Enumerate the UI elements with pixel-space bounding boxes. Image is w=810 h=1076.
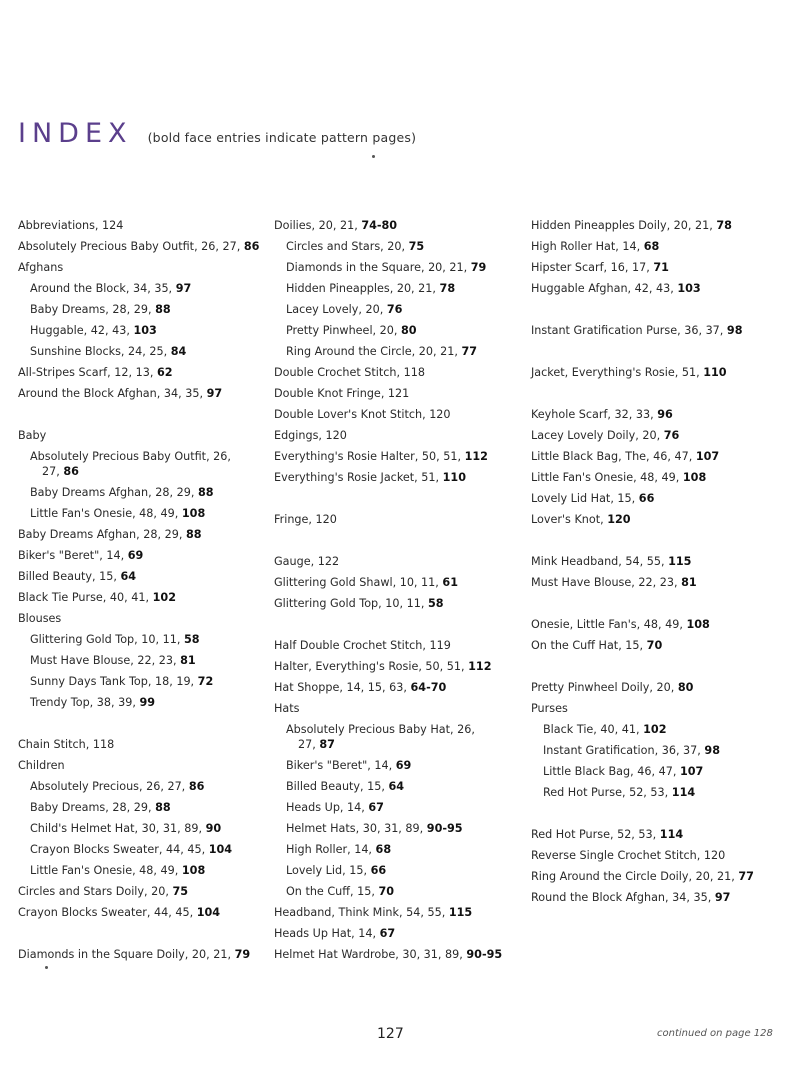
index-title: INDEX (18, 118, 133, 149)
pattern-page-number: 76 (663, 429, 680, 442)
index-subentry (18, 482, 266, 503)
index-entry (18, 566, 266, 587)
entry-text: Baby Dreams, 28, 29, (30, 801, 156, 814)
index-entry (274, 902, 522, 923)
pattern-page-number: 104 (196, 906, 221, 919)
index-entry (18, 257, 266, 278)
index-entry (18, 545, 266, 566)
pattern-page-number: 68 (643, 240, 660, 253)
entry-text: Sunny Days Tank Top, 18, 19, (30, 675, 198, 688)
entry-text: Halter, Everything's Rosie, 50, 51, (274, 660, 469, 673)
entry-text: Baby Dreams Afghan, 28, 29, (30, 486, 198, 499)
index-entry (18, 608, 266, 629)
section-gap (531, 593, 793, 614)
index-subentry (18, 692, 266, 713)
entry-text: Red Hot Purse, 52, 53, (531, 828, 660, 841)
entry-text: Lovely Lid, 15, (286, 864, 371, 877)
entry-text: Little Black Bag, 46, 47, (543, 765, 680, 778)
index-entry (531, 887, 793, 908)
pattern-page-number: 77 (461, 345, 478, 358)
index-subentry (274, 278, 522, 299)
index-entry (274, 404, 522, 425)
index-entry (18, 587, 266, 608)
entry-text: Edgings, 120 (274, 429, 347, 442)
pattern-page-number: 58 (183, 633, 200, 646)
entry-continuation (30, 464, 266, 479)
index-subentry (18, 818, 266, 839)
index-entry (18, 944, 266, 965)
entry-text: Headband, Think Mink, 54, 55, (274, 906, 449, 919)
pattern-page-number: 72 (197, 675, 214, 688)
entry-text: Absolutely Precious, 26, 27, (30, 780, 189, 793)
entry-text: High Roller, 14, (286, 843, 376, 856)
entry-text: Reverse Single Crochet Stitch, 120 (531, 849, 726, 862)
index-subtitle: (bold face entries indicate pattern pages) (147, 130, 417, 145)
pattern-page-number: 120 (607, 513, 631, 526)
pattern-page-number: 103 (677, 282, 701, 295)
entry-text: Little Fan's Onesie, 48, 49, (531, 471, 683, 484)
pattern-page-number: 67 (379, 927, 396, 940)
pattern-page-number: 97 (714, 891, 731, 904)
index-subentry (274, 881, 522, 902)
index-subentry (274, 818, 522, 839)
pattern-page-number: 88 (197, 486, 214, 499)
entry-text-continued: 27, (298, 738, 320, 751)
pattern-page-number: 90 (205, 822, 222, 835)
pattern-page-number: 81 (180, 654, 196, 667)
index-subentry (18, 839, 266, 860)
index-entry (18, 425, 266, 446)
index-entry (531, 446, 793, 467)
pattern-page-number: 90-95 (426, 822, 463, 835)
pattern-page-number: 84 (170, 345, 187, 358)
index-entry (274, 383, 522, 404)
index-subentry (274, 719, 522, 755)
index-column-3 (531, 215, 793, 908)
pattern-page-number: 79 (234, 948, 251, 961)
index-column-2 (274, 215, 522, 965)
entry-text: On the Cuff, 15, (286, 885, 379, 898)
entry-text: Hats (274, 702, 300, 715)
entry-text: Absolutely Precious Baby Outfit, 26, 27, (18, 240, 244, 253)
index-entry (18, 902, 266, 923)
index-entry (531, 425, 793, 446)
entry-text: All-Stripes Scarf, 12, 13, (18, 366, 157, 379)
entry-text: Little Fan's Onesie, 48, 49, (30, 864, 182, 877)
pattern-page-number: 115 (448, 906, 473, 919)
index-entry (274, 923, 522, 944)
index-entry (531, 320, 793, 341)
pattern-page-number: 66 (638, 492, 655, 505)
index-entry (274, 944, 522, 965)
index-subentry (274, 797, 522, 818)
entry-text: Instant Gratification Purse, 36, 37, (531, 324, 727, 337)
entry-text: Half Double Crochet Stitch, 119 (274, 639, 451, 652)
entry-text: Circles and Stars Doily, 20, (18, 885, 173, 898)
section-gap (18, 713, 266, 734)
pattern-page-number: 70 (378, 885, 395, 898)
entry-text: Helmet Hats, 30, 31, 89, (286, 822, 427, 835)
pattern-page-number: 69 (395, 759, 412, 772)
speck (372, 155, 375, 158)
pattern-page-number: 107 (679, 765, 704, 778)
pattern-page-number: 110 (442, 471, 466, 484)
pattern-page-number: 75 (408, 240, 425, 253)
entry-text: Purses (531, 702, 568, 715)
index-entry (274, 467, 522, 488)
entry-text: Everything's Rosie Jacket, 51, (274, 471, 443, 484)
index-entry (531, 866, 793, 887)
entry-text: Chain Stitch, 118 (18, 738, 115, 751)
pattern-page-number: 74-80 (361, 219, 398, 232)
index-subentry (18, 629, 266, 650)
pattern-page-number: 76 (386, 303, 403, 316)
pattern-page-number: 78 (716, 219, 732, 232)
entry-text: High Roller Hat, 14, (531, 240, 644, 253)
section-gap (531, 803, 793, 824)
entry-text: Everything's Rosie Halter, 50, 51, (274, 450, 465, 463)
pattern-page-number: 68 (375, 843, 392, 856)
pattern-page-number: 87 (319, 738, 335, 751)
index-entry (531, 677, 793, 698)
pattern-page-number: 77 (738, 870, 754, 883)
section-gap (531, 383, 793, 404)
entry-text: On the Cuff Hat, 15, (531, 639, 647, 652)
entry-text: Double Knot Fringe, 121 (274, 387, 410, 400)
pattern-page-number: 88 (155, 303, 171, 316)
index-subentry (274, 320, 522, 341)
pattern-page-number: 112 (464, 450, 488, 463)
entry-text: Billed Beauty, 15, (18, 570, 121, 583)
entry-text: Red Hot Purse, 52, 53, (543, 786, 672, 799)
index-entry (18, 215, 266, 236)
index-entry (531, 824, 793, 845)
entry-text: Hidden Pineapples, 20, 21, (286, 282, 440, 295)
entry-text: Heads Up, 14, (286, 801, 369, 814)
pattern-page-number: 71 (653, 261, 669, 274)
index-entry (274, 635, 522, 656)
index-subentry (274, 299, 522, 320)
entry-text: Baby Dreams, 28, 29, (30, 303, 156, 316)
pattern-page-number: 66 (370, 864, 387, 877)
entry-text: Huggable Afghan, 42, 43, (531, 282, 678, 295)
pattern-page-number: 108 (181, 507, 206, 520)
entry-text: Diamonds in the Square, 20, 21, (286, 261, 471, 274)
pattern-page-number: 64 (120, 570, 137, 583)
index-entry (531, 509, 793, 530)
index-entry (274, 572, 522, 593)
section-gap (18, 923, 266, 944)
entry-text: Glittering Gold Top, 10, 11, (274, 597, 428, 610)
entry-text: Around the Block Afghan, 34, 35, (18, 387, 207, 400)
index-subentry (274, 776, 522, 797)
pattern-page-number: 103 (133, 324, 157, 337)
index-entry (531, 488, 793, 509)
pattern-page-number: 112 (468, 660, 492, 673)
pattern-page-number: 110 (703, 366, 727, 379)
pattern-page-number: 96 (657, 408, 673, 421)
continued-note: continued on page 128 (657, 1028, 773, 1039)
index-subentry (18, 671, 266, 692)
index-subentry (531, 761, 793, 782)
entry-text: Diamonds in the Square Doily, 20, 21, (18, 948, 235, 961)
entry-text: Instant Gratification, 36, 37, (543, 744, 705, 757)
section-gap (274, 530, 522, 551)
index-subentry (18, 299, 266, 320)
index-entry (274, 698, 522, 719)
entry-text: Double Lover's Knot Stitch, 120 (274, 408, 451, 421)
entry-text: Fringe, 120 (274, 513, 337, 526)
index-entry (274, 593, 522, 614)
entry-text: Glittering Gold Shawl, 10, 11, (274, 576, 443, 589)
index-entry (531, 614, 793, 635)
entry-text: Double Crochet Stitch, 118 (274, 366, 425, 379)
pattern-page-number: 80 (677, 681, 694, 694)
index-subentry (18, 650, 266, 671)
pattern-page-number: 81 (681, 576, 697, 589)
entry-text: Must Have Blouse, 22, 23, (30, 654, 181, 667)
index-column-1 (18, 215, 266, 965)
index-subentry (531, 782, 793, 803)
index-subentry (18, 320, 266, 341)
speck (45, 966, 48, 969)
index-header (18, 118, 416, 149)
pattern-page-number: 64 (388, 780, 405, 793)
pattern-page-number: 88 (155, 801, 171, 814)
index-subentry (531, 740, 793, 761)
entry-text: Billed Beauty, 15, (286, 780, 389, 793)
entry-text: Mink Headband, 54, 55, (531, 555, 669, 568)
entry-text: Biker's "Beret", 14, (286, 759, 396, 772)
entry-text: Crayon Blocks Sweater, 44, 45, (18, 906, 197, 919)
index-entry (18, 236, 266, 257)
pattern-page-number: 61 (442, 576, 458, 589)
index-subentry (531, 719, 793, 740)
pattern-page-number: 104 (208, 843, 233, 856)
entry-text: Lacey Lovely Doily, 20, (531, 429, 664, 442)
index-entry (274, 362, 522, 383)
pattern-page-number: 80 (401, 324, 417, 337)
index-entry (531, 467, 793, 488)
pattern-page-number: 90-95 (466, 948, 503, 961)
entry-text: Pretty Pinwheel, 20, (286, 324, 402, 337)
entry-text: Pretty Pinwheel Doily, 20, (531, 681, 678, 694)
index-entry (274, 446, 522, 467)
pattern-page-number: 99 (139, 696, 156, 709)
index-subentry (18, 797, 266, 818)
index-entry (531, 278, 793, 299)
pattern-page-number: 108 (181, 864, 206, 877)
pattern-page-number: 97 (175, 282, 192, 295)
pattern-page-number: 75 (172, 885, 189, 898)
index-entry (18, 755, 266, 776)
entry-text: Lacey Lovely, 20, (286, 303, 387, 316)
pattern-page-number: 69 (127, 549, 144, 562)
index-entry (531, 257, 793, 278)
pattern-page-number: 78 (439, 282, 456, 295)
entry-text: Hat Shoppe, 14, 15, 63, (274, 681, 411, 694)
index-entry (18, 524, 266, 545)
entry-text: Little Black Bag, The, 46, 47, (531, 450, 696, 463)
entry-text: Helmet Hat Wardrobe, 30, 31, 89, (274, 948, 467, 961)
index-subentry (274, 839, 522, 860)
entry-text: Sunshine Blocks, 24, 25, (30, 345, 171, 358)
entry-text: Circles and Stars, 20, (286, 240, 409, 253)
entry-text: Blouses (18, 612, 62, 625)
index-entry (274, 509, 522, 530)
pattern-page-number: 86 (243, 240, 260, 253)
pattern-page-number: 88 (185, 528, 202, 541)
index-entry (531, 362, 793, 383)
entry-continuation (286, 737, 522, 752)
entry-text: Little Fan's Onesie, 48, 49, (30, 507, 182, 520)
pattern-page-number: 67 (368, 801, 384, 814)
index-entry (531, 551, 793, 572)
index-subentry (18, 860, 266, 881)
index-subentry (18, 341, 266, 362)
entry-text: Heads Up Hat, 14, (274, 927, 380, 940)
index-subentry (18, 446, 266, 482)
index-entry (18, 881, 266, 902)
pattern-page-number: 58 (427, 597, 444, 610)
index-subentry (18, 278, 266, 299)
entry-text: Black Tie Purse, 40, 41, (18, 591, 153, 604)
index-entry (274, 215, 522, 236)
page-number: 127 (377, 1026, 404, 1042)
index-entry (531, 215, 793, 236)
section-gap (274, 614, 522, 635)
index-entry (18, 383, 266, 404)
pattern-page-number: 62 (156, 366, 173, 379)
section-gap (531, 299, 793, 320)
entry-text: Crayon Blocks Sweater, 44, 45, (30, 843, 209, 856)
index-subentry (274, 755, 522, 776)
entry-text: Lovely Lid Hat, 15, (531, 492, 639, 505)
index-entry (531, 698, 793, 719)
entry-text: Jacket, Everything's Rosie, 51, (531, 366, 704, 379)
entry-text: Absolutely Precious Baby Hat, 26, (286, 723, 475, 736)
entry-text: Huggable, 42, 43, (30, 324, 134, 337)
pattern-page-number: 102 (152, 591, 176, 604)
entry-text: Absolutely Precious Baby Outfit, 26, (30, 450, 231, 463)
index-entry (274, 551, 522, 572)
section-gap (18, 404, 266, 425)
entry-text: Doilies, 20, 21, (274, 219, 362, 232)
pattern-page-number: 86 (188, 780, 205, 793)
pattern-page-number: 79 (470, 261, 487, 274)
index-entry (531, 404, 793, 425)
pattern-page-number: 114 (659, 828, 684, 841)
pattern-page-number: 97 (206, 387, 223, 400)
pattern-page-number: 86 (63, 465, 79, 478)
pattern-page-number: 98 (726, 324, 743, 337)
entry-text: Baby Dreams Afghan, 28, 29, (18, 528, 186, 541)
entry-text: Child's Helmet Hat, 30, 31, 89, (30, 822, 206, 835)
entry-text: Ring Around the Circle, 20, 21, (286, 345, 462, 358)
index-entry (18, 734, 266, 755)
section-gap (531, 341, 793, 362)
index-entry (274, 677, 522, 698)
index-entry (18, 362, 266, 383)
index-entry (531, 236, 793, 257)
entry-text: Glittering Gold Top, 10, 11, (30, 633, 184, 646)
entry-text: Gauge, 122 (274, 555, 340, 568)
index-entry (531, 635, 793, 656)
entry-text: Baby (18, 429, 47, 442)
pattern-page-number: 115 (668, 555, 692, 568)
entry-text: Biker's "Beret", 14, (18, 549, 128, 562)
entry-text: Trendy Top, 38, 39, (30, 696, 140, 709)
entry-text: Onesie, Little Fan's, 48, 49, (531, 618, 687, 631)
pattern-page-number: 102 (643, 723, 667, 736)
index-entry (531, 845, 793, 866)
index-entry (531, 572, 793, 593)
index-subentry (274, 257, 522, 278)
pattern-page-number: 108 (686, 618, 710, 631)
index-subentry (274, 860, 522, 881)
pattern-page-number: 107 (695, 450, 720, 463)
entry-text: Around the Block, 34, 35, (30, 282, 176, 295)
section-gap (274, 488, 522, 509)
entry-text: Black Tie, 40, 41, (543, 723, 644, 736)
index-subentry (274, 236, 522, 257)
entry-text: Hipster Scarf, 16, 17, (531, 261, 654, 274)
entry-text: Afghans (18, 261, 64, 274)
entry-text: Lover's Knot, (531, 513, 608, 526)
entry-text: Ring Around the Circle Doily, 20, 21, (531, 870, 739, 883)
index-subentry (274, 341, 522, 362)
index-entry (274, 425, 522, 446)
pattern-page-number: 64-70 (410, 681, 447, 694)
entry-text: Children (18, 759, 65, 772)
pattern-page-number: 70 (646, 639, 663, 652)
pattern-page-number: 108 (682, 471, 707, 484)
index-entry (274, 656, 522, 677)
entry-text: Hidden Pineapples Doily, 20, 21, (531, 219, 717, 232)
entry-text: Abbreviations, 124 (18, 219, 124, 232)
index-subentry (18, 776, 266, 797)
pattern-page-number: 114 (671, 786, 696, 799)
entry-text-continued: 27, (42, 465, 64, 478)
pattern-page-number: 98 (704, 744, 720, 757)
entry-text: Round the Block Afghan, 34, 35, (531, 891, 715, 904)
entry-text: Must Have Blouse, 22, 23, (531, 576, 682, 589)
section-gap (531, 656, 793, 677)
entry-text: Keyhole Scarf, 32, 33, (531, 408, 658, 421)
section-gap (531, 530, 793, 551)
index-subentry (18, 503, 266, 524)
